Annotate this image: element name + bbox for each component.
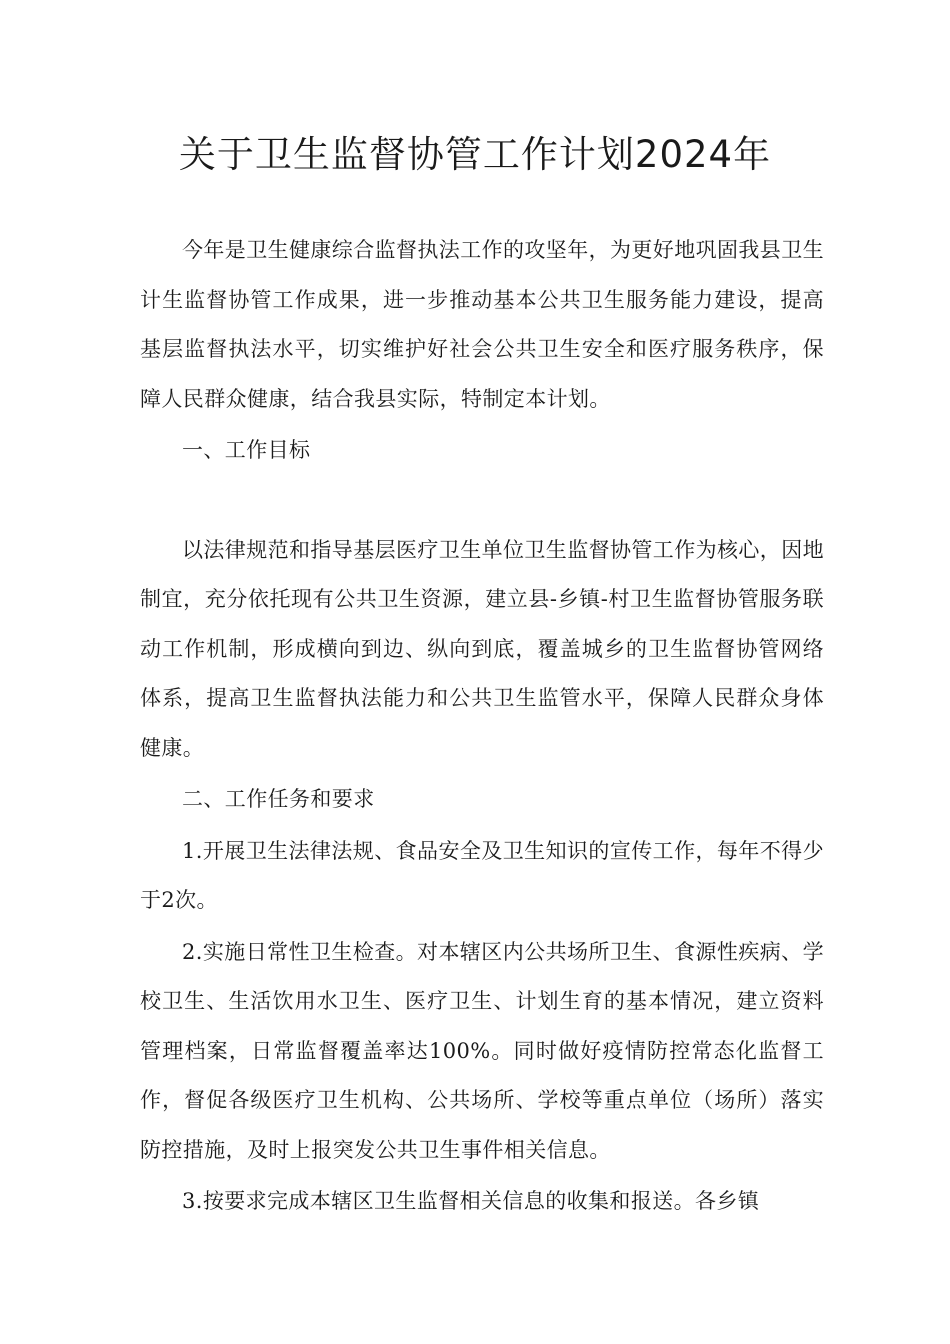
task-item-3: 3.按要求完成本辖区卫生监督相关信息的收集和报送。各乡镇 bbox=[182, 1189, 760, 1213]
task-item-1: 1.开展卫生法律法规、食品安全及卫生知识的宣传工作，每年不得少于2次。 bbox=[140, 838, 824, 912]
task-item-2: 2.实施日常性卫生检查。对本辖区内公共场所卫生、食源性疾病、学校卫生、生活饮用水卫生、医疗卫生、计划生育的基本情况，建立资料管理档案，日常监督覆盖率达100%。同时做好疫情防控常态化监督工作，督促各级医疗卫生机构、公共场所、学校等重点单位（场所）落实防控措施，及时上报突发公共卫生事件相关信息。 bbox=[140, 939, 824, 1162]
document-title: 关于卫生监督协管工作计划2024年 bbox=[178, 133, 772, 176]
section-heading-tasks: 二、工作任务和要求 bbox=[182, 787, 375, 811]
goals-paragraph: 以法律规范和指导基层医疗卫生单位卫生监督协管工作为核心，因地制宜，充分依托现有公共卫生资源，建立县-乡镇-村卫生监督协管服务联动工作机制，形成横向到边、纵向到底，覆盖城乡的卫生监督协管网络体系，提高卫生监督执法能力和公共卫生监管水平，保障人民群众身体健康。 bbox=[140, 537, 824, 760]
intro-paragraph: 今年是卫生健康综合监督执法工作的攻坚年，为更好地巩固我县卫生计生监督协管工作成果，进一步推动基本公共卫生服务能力建设，提高基层监督执法水平，切实维护好社会公共卫生安全和医疗服务秩序，保障人民群众健康，结合我县实际，特制定本计划。 bbox=[140, 238, 824, 411]
document-body bbox=[140, 226, 824, 1227]
section-heading-goals: 一、工作目标 bbox=[182, 438, 311, 462]
